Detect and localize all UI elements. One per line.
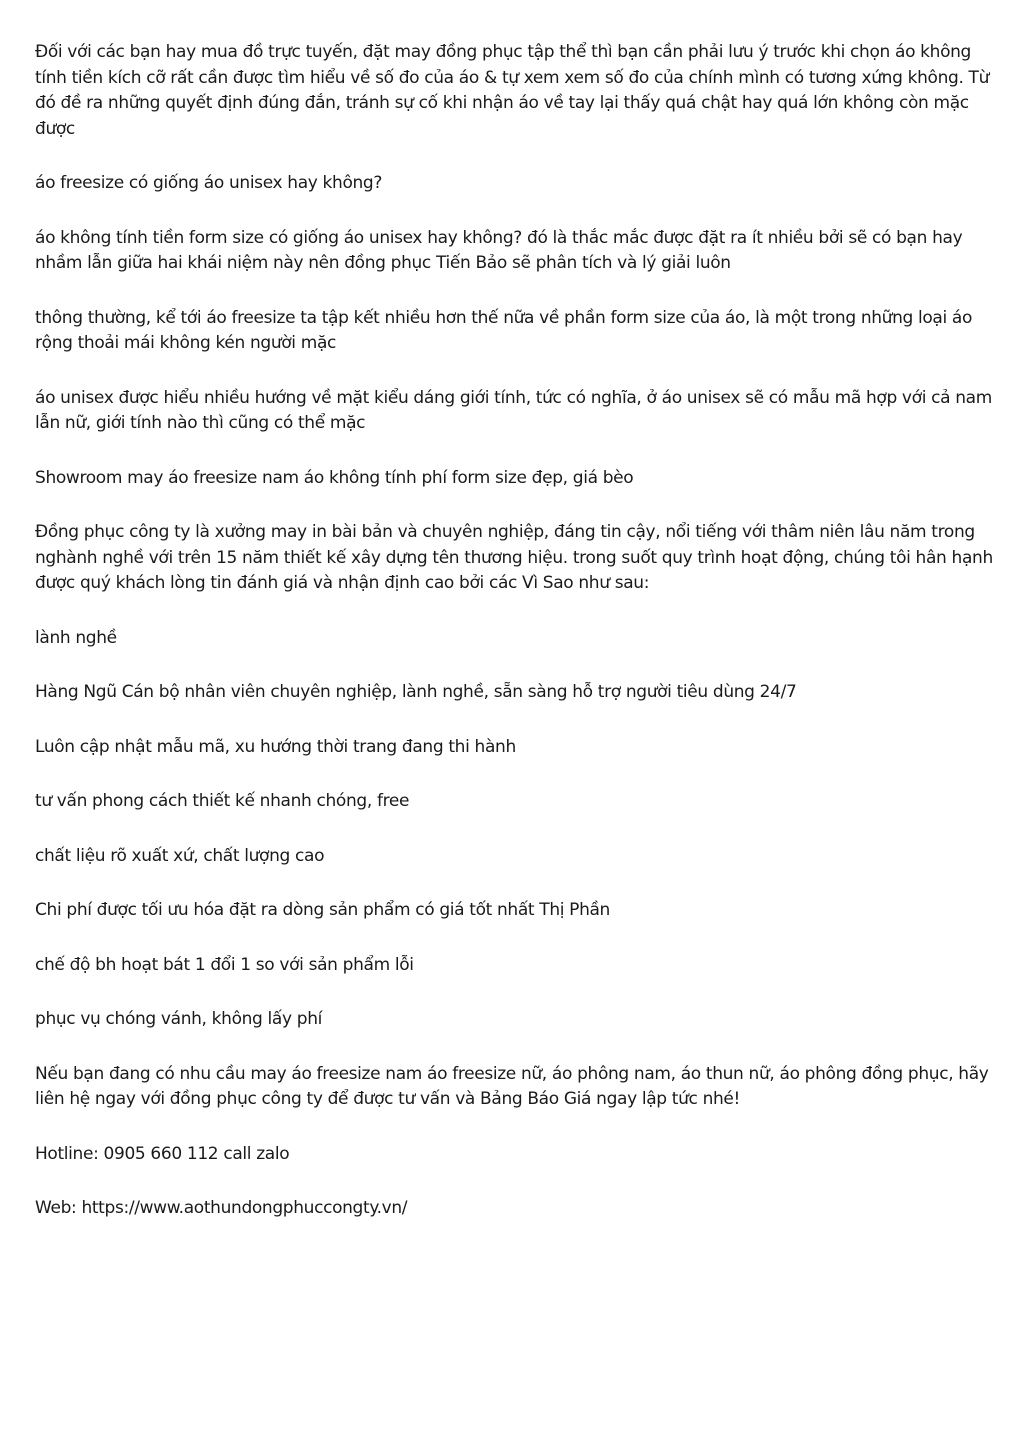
list-item-warranty: chế độ bh hoạt bát 1 đổi 1 so với sản phẩm lỗi	[35, 954, 414, 975]
list-item-service: phục vụ chóng vánh, không lấy phí	[35, 1009, 322, 1029]
list-item-skilled: lành nghề	[35, 627, 117, 648]
document-page	[35, 40, 993, 1251]
paragraph-freesize-definition: thông thường, kể tới áo freesize ta tập kết nhiều hơn thế nữa về phần form size của áo, là một trong những loại áo rộng thoải mái không kén người mặc	[35, 307, 973, 353]
list-item-materials: chất liệu rõ xuất xứ, chất lượng cao	[35, 845, 325, 866]
list-item-staff: Hàng Ngũ Cán bộ nhân viên chuyên nghiệp, lành nghề, sẵn sàng hỗ trợ người tiêu dùng 24/7	[35, 682, 797, 702]
list-item-trends: Luôn cập nhật mẫu mã, xu hướng thời trang đang thi hành	[35, 736, 516, 757]
hotline-text: Hotline: 0905 660 112 call zalo	[35, 1143, 290, 1164]
section-heading-freesize-vs-unisex: áo freesize có giống áo unisex hay không?	[35, 173, 383, 193]
list-item-pricing: Chi phí được tối ưu hóa đặt ra dòng sản phẩm có giá tốt nhất Thị Phần	[35, 900, 610, 920]
list-item-design-consulting: tư vấn phong cách thiết kế nhanh chóng, free	[35, 791, 410, 811]
paragraph-call-to-action: Nếu bạn đang có nhu cầu may áo freesize nam áo freesize nữ, áo phông nam, áo thun nữ, áo phông đồng phục, hãy liên hệ ngay với đồng phục công ty để được tư vấn và Bảng Báo Giá ngay lập tức nhé!	[35, 1063, 989, 1109]
website-text: Web: https://www.aothundongphuccongty.vn/	[35, 1198, 408, 1218]
paragraph-freesize-question: áo không tính tiền form size có giống áo unisex hay không? đó là thắc mắc được đặt ra ít nhiều bởi sẽ có bạn hay nhầm lẫn giữa hai khái niệm này nên đồng phục Tiến Bảo sẽ phân tích và lý giải luôn	[35, 227, 963, 273]
intro-paragraph: Đối với các bạn hay mua đồ trực tuyến, đặt may đồng phục tập thể thì bạn cần phải lưu ý trước khi chọn áo không tính tiền kích cỡ rất cần được tìm hiểu về số đo của áo & tự xem xem số đo của chính mình có tương xứng không. Từ đó đề ra những quyết định đúng đắn, tránh sự cố khi nhận áo về tay lại thấy quá chật hay quá lớn không còn mặc được	[35, 42, 990, 139]
paragraph-unisex-definition: áo unisex được hiểu nhiều hướng về mặt kiểu dáng giới tính, tức có nghĩa, ở áo unisex sẽ có mẫu mã hợp với cả nam lẫn nữ, giới tính nào thì cũng có thể mặc	[35, 387, 992, 433]
paragraph-company-intro: Đồng phục công ty là xưởng may in bài bản và chuyên nghiệp, đáng tin cậy, nổi tiếng với thâm niên lâu năm trong nghành nghề với trên 15 năm thiết kế xây dựng tên thương hiệu. trong suốt quy trình hoạt động, chúng tôi hân hạnh được quý khách lòng tin đánh giá và nhận định cao bởi các Vì Sao như sau:	[35, 522, 993, 593]
section-heading-showroom: Showroom may áo freesize nam áo không tính phí form size đẹp, giá bèo	[35, 467, 634, 488]
